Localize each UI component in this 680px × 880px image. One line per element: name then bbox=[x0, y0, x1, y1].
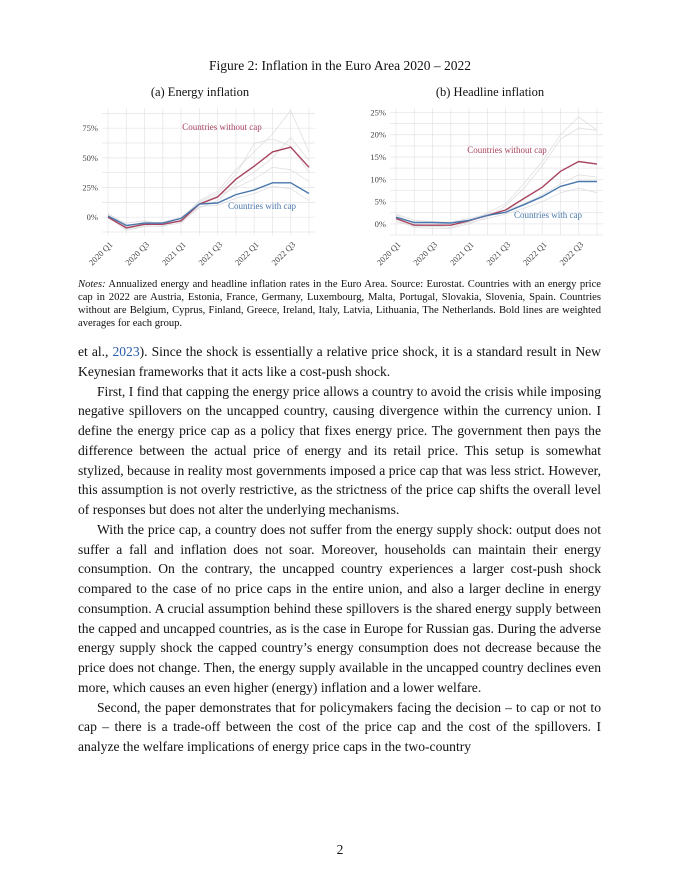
x-tick-label: 2021 Q1 bbox=[447, 239, 476, 268]
chart-a-title: (a) Energy inflation bbox=[150, 85, 250, 99]
y-tick-label: 25% bbox=[82, 182, 98, 193]
citation-link[interactable]: 2023 bbox=[112, 344, 140, 359]
x-tick-label: 2020 Q3 bbox=[411, 239, 440, 268]
y-tick-label: 15% bbox=[370, 152, 386, 163]
country-line bbox=[108, 139, 309, 224]
without-cap-label: Countries without cap bbox=[467, 145, 547, 155]
x-tick-label: 2021 Q1 bbox=[159, 239, 188, 268]
y-tick-label: 50% bbox=[82, 152, 98, 163]
headline-inflation-chart bbox=[360, 100, 610, 270]
notes-text: Annualized energy and headline inflation rates in the Euro Area. Source: Eurostat. Countries with an energy price cap in 2022 are Austria, Estonia, France, Germany, Luxembourg, Malta, Portugal, Slovakia, Slovenia, Spain. Countries without are Belgium, Cyprus, Finland, Greece, Ireland, Italy, Latvia, Lithuania, The Netherlands. Bold lines are weighted averages for each group. bbox=[78, 279, 601, 329]
page-number: 2 bbox=[336, 842, 344, 857]
figure-notes bbox=[78, 279, 601, 331]
y-tick-label: 20% bbox=[370, 129, 386, 140]
without-cap-label: Countries without cap bbox=[182, 122, 262, 132]
y-tick-label: 10% bbox=[370, 174, 386, 185]
figure-title: Figure 2: Inflation in the Euro Area 2020 – 2022 bbox=[208, 58, 472, 73]
paragraph: First, I find that capping the energy price allows a country to avoid the crisis while imposing negative spillovers on the uncapped country, causing divergence within the currency union. I define the energy price cap as a policy that fixes energy price. The government then pays the difference between the actual price of energy and its retail price. This setup is somewhat stylized, because in reality most governments imposed a price cap that was less strict. However, this assumption is not overly restrictive, as the strictness of the price cap shifts the overall level of responses but does not alter the underlying mechanisms. bbox=[78, 383, 601, 517]
with-cap-label: Countries with cap bbox=[514, 210, 582, 220]
chart-b-title: (b) Headline inflation bbox=[435, 85, 545, 99]
x-tick-label: 2021 Q3 bbox=[484, 239, 513, 268]
y-tick-label: 75% bbox=[82, 123, 98, 134]
x-tick-label: 2022 Q3 bbox=[557, 239, 586, 268]
x-tick-label: 2020 Q3 bbox=[123, 239, 152, 268]
y-tick-label: 25% bbox=[370, 107, 386, 118]
body-text bbox=[78, 342, 601, 757]
paragraph: With the price cap, a country does not suffer from the energy supply shock: output does not suffer a fall and inflation does not soar. Moreover, households can maintain their energy consumption. On the contrary, the uncapped country experiences a larger cost-push shock compared to the case of no price caps in the entire union, and also a larger decline in energy consumption. A crucial assumption behind these spillovers is the shared energy supply between the capped and uncapped countries, as is the case in Europe for Russian gas. During the adverse energy supply shock the capped country’s energy consumption does not decrease because the price does not change. Then, the energy supply available in the uncapped country declines even more, which causes an even higher (energy) inflation and a lower welfare. bbox=[78, 521, 601, 695]
x-tick-label: 2021 Q3 bbox=[196, 239, 225, 268]
x-tick-label: 2022 Q1 bbox=[520, 239, 549, 268]
y-tick-label: 5% bbox=[374, 196, 386, 207]
paragraph: Second, the paper demonstrates that for policymakers facing the decision – to cap or not to cap – there is a trade-off between the cost of the price cap and the cost of the spillovers. I analyze the welfare implications of energy price caps in the two-country bbox=[78, 699, 601, 754]
notes-label: Notes: bbox=[78, 279, 106, 290]
x-tick-label: 2022 Q3 bbox=[269, 239, 298, 268]
paragraph bbox=[78, 342, 601, 382]
text: ). Since the shock is essentially a relative price shock, it is a standard result in New Keynesian frameworks that it acts like a cost-push shock. bbox=[78, 344, 601, 379]
x-tick-label: 2020 Q1 bbox=[374, 239, 403, 268]
text: et al., bbox=[78, 344, 113, 359]
x-tick-label: 2022 Q1 bbox=[232, 239, 261, 268]
with-cap-label: Countries with cap bbox=[228, 201, 296, 211]
x-tick-label: 2020 Q1 bbox=[86, 239, 115, 268]
energy-inflation-chart bbox=[72, 100, 322, 270]
y-tick-label: 0% bbox=[374, 218, 386, 229]
y-tick-label: 0% bbox=[86, 212, 98, 223]
